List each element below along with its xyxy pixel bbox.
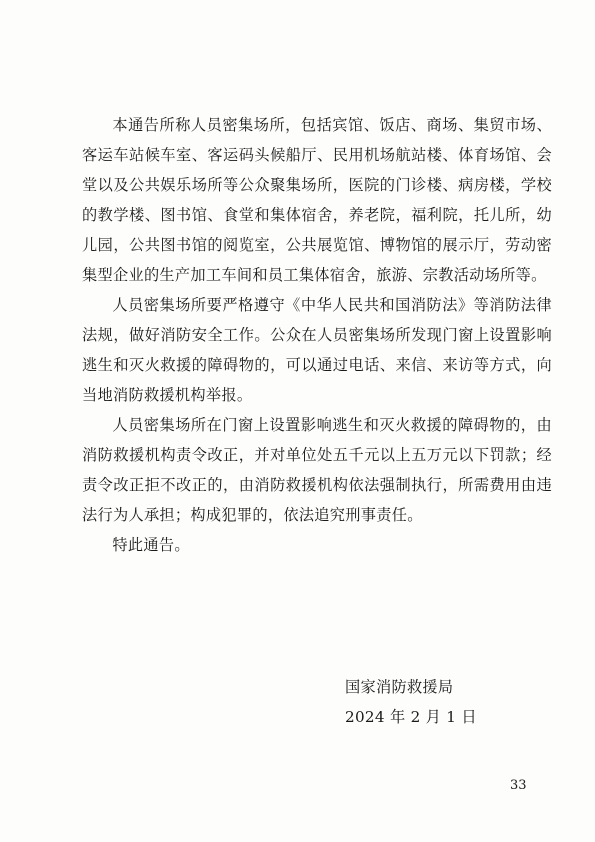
paragraph-scope: 本通告所称人员密集场所，包括宾馆、饭店、商场、集贸市场、客运车站候车室、客运码头候船厅、民用机场航站楼、体育场馆、会堂以及公共娱乐场所等公众聚集场所，医院的门诊楼、病房楼，学校的教学楼、图书馆、食堂和集体宿舍，养老院，福利院，托儿所，幼儿园，公共图书馆的阅览室，公共展览馆、博物馆的展示厅，劳动密集型企业的生产加工车间和员工集体宿舍，旅游、宗教活动场所等。 [82,116,552,284]
notice-body [82,110,552,560]
paragraph-closing: 特此通告。 [112,536,190,554]
page-number: 33 [510,778,527,793]
signature-organization: 国家消防救援局 [345,678,454,696]
paragraph-obligation: 人员密集场所要严格遵守《中华人民共和国消防法》等消防法律法规，做好消防安全工作。公众在人员密集场所发现门窗上设置影响逃生和灭火救援的障碍物的，可以通过电话、来信、来访等方式，向当地消防救援机构举报。 [82,296,552,404]
signature-date: 2024 年 2 月 1 日 [345,708,477,726]
paragraph-penalty: 人员密集场所在门窗上设置影响逃生和灭火救援的障碍物的，由消防救援机构责令改正，并对单位处五千元以上五万元以下罚款；经责令改正拒不改正的，由消防救援机构依法强制执行，所需费用由违法行为人承担；构成犯罪的，依法追究刑事责任。 [82,416,552,524]
